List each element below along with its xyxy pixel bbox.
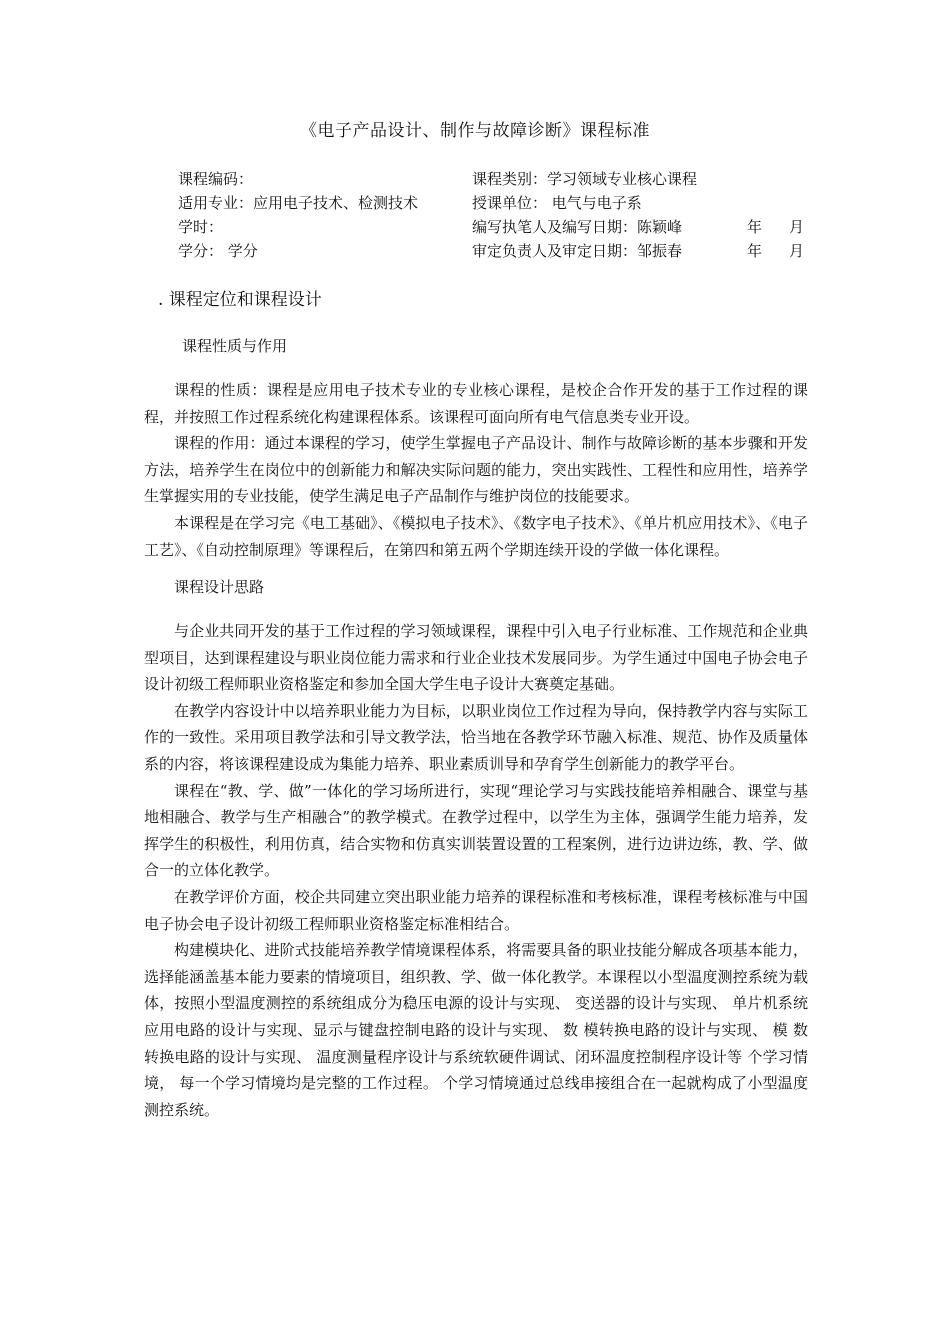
document-title: 《电子产品设计、制作与故障诊断》课程标准 [300, 121, 650, 141]
section-body [144, 618, 808, 1123]
year-label: 年 [747, 218, 763, 236]
subsection-heading: 课程设计思路 [174, 578, 265, 596]
paragraph: 本课程是在学习完《电工基础》、《模拟电子技术》、《数字电子技术》、《单片机应用技术》、《电子工艺》、《自动控制原理》等课程后，在第四和第五两个学期连续开设的学做一体化课程。 [144, 513, 808, 559]
major-label: 适用专业：应用电子技术、检测技术 [178, 194, 419, 212]
paragraph: 在教学内容设计中以培养职业能力为目标，以职业岗位工作过程为导向，保持教学内容与实际工作的一致性。采用项目教学法和引导文教学法，恰当地在各教学环节融入标准、规范、协作及质量体系的内容，将该课程建设成为集能力培养、职业素质训导和孕育学生创新能力的教学平台。 [144, 701, 808, 773]
meta-row [178, 215, 838, 239]
month-label: 月 [789, 242, 805, 260]
reviewer-label: 审定负责人及审定日期：邹振春 [472, 242, 683, 260]
course-meta-table [178, 167, 838, 263]
month-label: 月 [789, 218, 805, 236]
meta-row [178, 191, 838, 215]
subsection-heading: 课程性质与作用 [182, 337, 288, 355]
paragraph: 课程的作用：通过本课程的学习，使学生掌握电子产品设计、制作与故障诊断的基本步骤和开发方法，培养学生在岗位中的创新能力和解决实际问题的能力，突出实践性、工程性和应用性，培养学生掌握实用的专业技能，使学生满足电子产品制作与维护岗位的技能要求。 [144, 434, 808, 506]
credits-label: 学分： 学分 [178, 242, 258, 260]
year-label: 年 [747, 242, 763, 260]
meta-row [178, 239, 838, 263]
paragraph: 课程在“教、学、做”一体化的学习场所进行，实现“理论学习与实践技能培养相融合、课堂与基地相融合、教学与生产相融合”的教学模式。在教学过程中，以学生为主体，强调学生能力培养，发挥学生的积极性，利用仿真，结合实物和仿真实训装置设置的工程案例，进行边讲边练，教、学、做合一的立体化教学。 [144, 781, 808, 880]
hours-label: 学时： [178, 218, 224, 236]
teaching-unit-label: 授课单位： 电气与电子系 [472, 194, 642, 212]
paragraph: 构建模块化、进阶式技能培养教学情境课程体系，将需要具备的职业技能分解成各项基本能力，选择能涵盖基本能力要素的情境项目，组织教、学、做一体化教学。本课程以小型温度测控系统为载体，按照小型温度测控的系统组成分为稳压电源的设计与实现、 变送器的设计与实现、 单片机系统应用电路的设计与实现、显示与键盘控制电路的设计与实现、 数 模转换电路的设计与实现、 模 数转换电路的设计与实现、 温度测量程序设计与系统软硬件调试、闭环温度控制程序设计等 个学习情境， 每一个学习情境均是完整的工作过程。 个学习情境通过总线串接组合在一起就构成了小型温度测控系统。 [144, 941, 808, 1119]
paragraph: 课程的性质：课程是应用电子技术专业的专业核心课程，是校企合作开发的基于工作过程的课程，并按照工作过程系统化构建课程体系。该课程可面向所有电气信息类专业开设。 [144, 381, 808, 426]
meta-row [178, 167, 838, 191]
course-type-label: 课程类别：学习领域专业核心课程 [472, 170, 698, 188]
paragraph: 在教学评价方面，校企共同建立突出职业能力培养的课程标准和考核标准，课程考核标准与中国电子协会电子设计初级工程师职业资格鉴定标准相结合。 [144, 887, 808, 933]
paragraph: 与企业共同开发的基于工作过程的学习领域课程，课程中引入电子行业标准、工作规范和企业典型项目，达到课程建设与职业岗位能力需求和行业企业技术发展同步。为学生通过中国电子协会电子设计初级工程师职业资格鉴定和参加全国大学生电子设计大赛奠定基础。 [144, 622, 808, 694]
course-code-label: 课程编码： [178, 170, 254, 188]
author-label: 编写执笔人及编写日期：陈颖峰 [472, 218, 683, 236]
section-heading: . 课程定位和课程设计 [158, 290, 322, 310]
section-body [144, 377, 808, 563]
